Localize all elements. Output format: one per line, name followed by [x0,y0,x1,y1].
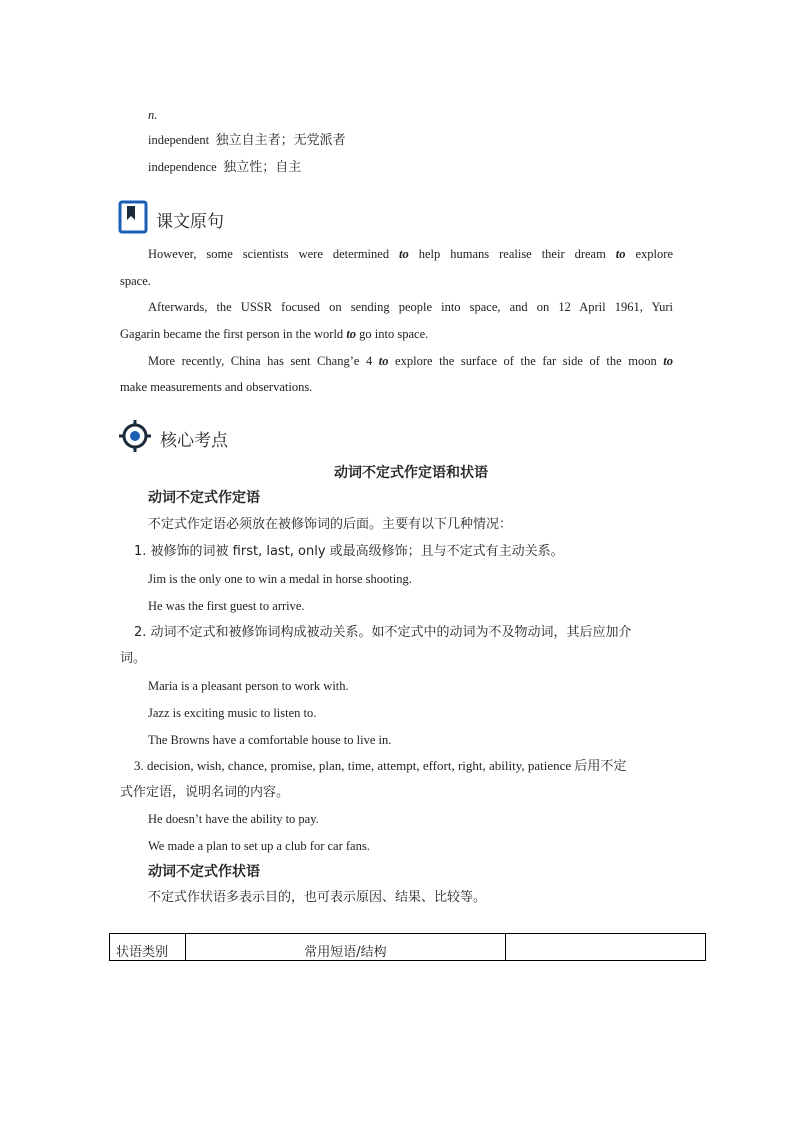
point-1: 1. 被修饰的词被 first, last, only 或最高级修饰；且与不定式有主动关系。 [134,544,564,559]
section-header-key-points [118,420,228,456]
example-sentence: The Browns have a comfortable house to live in. [148,733,392,747]
example-sentence: We made a plan to set up a club for car fans. [148,839,370,853]
section-title: 课文原句 [156,211,224,232]
point-3-cont: 式作定语，说明名词的内容。 [120,785,290,800]
subheading-adverbial: 动词不定式作状语 [148,864,260,880]
sentence-2: Afterwards, the USSR focused on sending people into space, and on 12 April 1961, Yuri [148,300,673,314]
bookmark-icon [118,200,148,238]
vocab-word: independence [148,160,217,174]
example-sentence: He doesn’t have the ability to pay. [148,812,319,826]
vocab-word: independent [148,133,210,147]
sentence-2-cont: Gagarin became the first person in the world to go into space. [120,327,429,341]
table-header-cell [506,934,706,961]
vocab-row [148,132,346,149]
example-sentence: He was the first guest to arrive. [148,599,305,613]
example-sentence: Maria is a pleasant person to work with. [148,679,349,693]
adverbial-table [109,933,706,961]
sentence-1-cont: space. [120,274,151,288]
subheading-attributive: 动词不定式作定语 [148,490,260,506]
table-header-cell: 状语类别 [110,934,186,961]
intro-paragraph-2: 不定式作状语多表示目的，也可表示原因、结果、比较等。 [148,890,487,905]
vocab-meaning: 独立性；自主 [223,160,302,175]
point-3: 3. decision, wish, chance, promise, plan, time, attempt, effort, right, ability, patience 后用不定 [134,758,627,773]
sentence-3: More recently, China has sent Chang’e 4 to explore the surface of the far side of the moon to [148,354,673,368]
point-2-cont: 词。 [120,651,147,666]
topic-title: 动词不定式作定语和状语 [334,465,488,481]
intro-paragraph: 不定式作定语必须放在被修饰词的后面。主要有以下几种情况： [148,517,513,532]
part-of-speech: n. [148,108,158,122]
example-sentence: Jazz is exciting music to listen to. [148,706,317,720]
point-2: 2. 动词不定式和被修饰词构成被动关系。如不定式中的动词为不及物动词，其后应加介 [134,625,632,640]
sentence-3-cont: make measurements and observations. [120,380,313,394]
table-header-cell: 常用短语/结构 [186,934,506,961]
table-header-row [110,934,706,961]
section-title: 核心考点 [160,430,228,451]
section-header-original-sentences [118,201,224,237]
sentence-1: However, some scientists were determined to help humans realise their dream to explore [148,247,673,261]
vocab-row [148,159,301,176]
vocab-meaning: 独立自主者；无党派者 [215,133,346,148]
example-sentence: Jim is the only one to win a medal in horse shooting. [148,572,412,586]
target-icon [118,419,152,457]
